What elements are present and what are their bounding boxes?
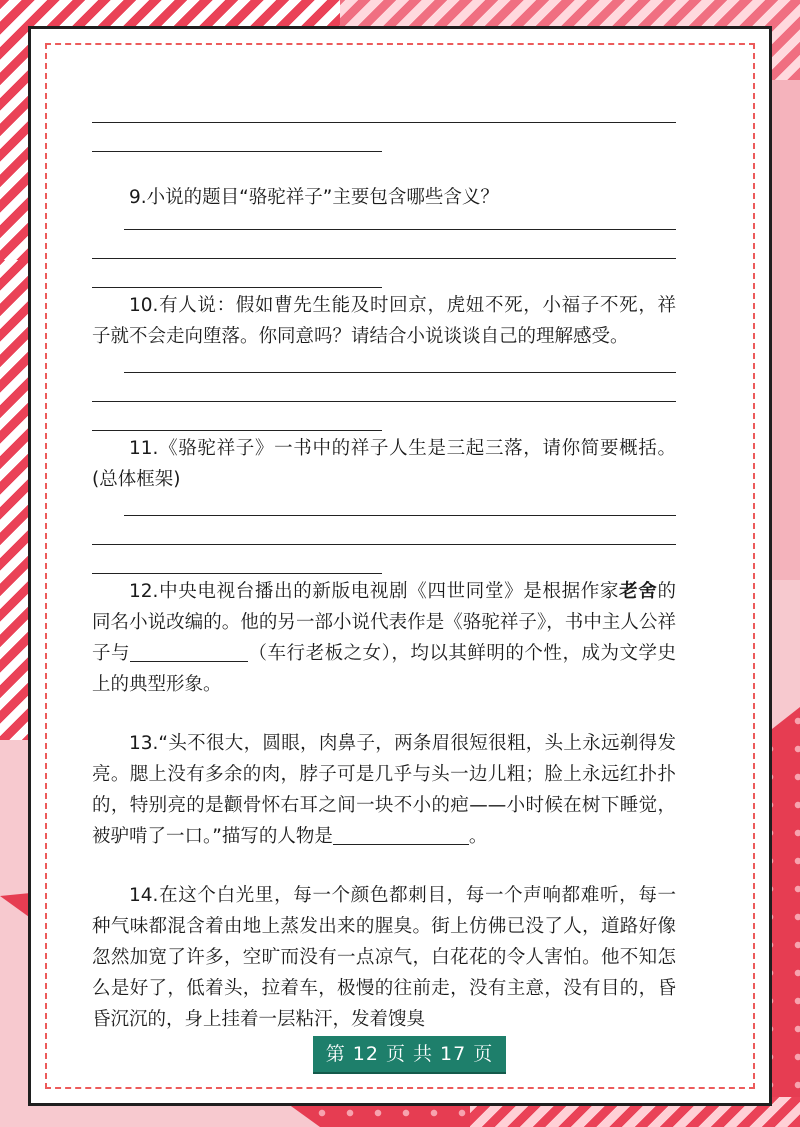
fill-in-blank[interactable]	[130, 643, 248, 663]
question-14: 14.在这个白光里，每一个颜色都刺目，每一个声响都难听，每一种气味都混含着由地上蒸发出来的腥臭。街上仿佛已没了人，道路好像忽然加宽了许多，空旷而没有一点凉气，白花花的令人害怕。他不知怎么是好了，低着头，拉着车，极慢的往前走，没有主意，没有目的，昏昏沉沉的，身上挂着一层粘汗，发着馊臭	[92, 885, 676, 1030]
question-10: 10.有人说：假如曹先生能及时回京，虎妞不死，小福子不死，祥子就不会走向堕落。你同意吗？请结合小说谈谈自己的理解感受。	[92, 295, 676, 347]
worksheet-content	[92, 92, 676, 1035]
question-13: 13.“头不很大，圆眼，肉鼻子，两条眉很短很粗，头上永远剃得发亮。腮上没有多余的肉，脖子可是几乎与头一边儿粗；脸上永远红扑扑的，特别亮的是颧骨怀右耳之间一块不小的疤——小时候在树下睡觉，被驴啃了一口。”描写的人物是 。	[92, 733, 676, 847]
question-12: 12.中央电视台播出的新版电视剧《四世同堂》是根据作家老舍的同名小说改编的。他的另一部小说代表作是《骆驼祥子》，书中主人公祥子与 （车行老板之女），均以其鲜明的个性，成为文学史上的典型形象。	[92, 581, 676, 695]
author-name: 老舍	[619, 581, 658, 602]
question-9: 9.小说的题目“骆驼祥子”主要包含哪些含义？	[129, 187, 499, 208]
question-11: 11.《骆驼祥子》一书中的祥子人生是三起三落，请你简要概括。(总体框架)	[92, 438, 676, 490]
fill-in-blank[interactable]	[333, 826, 469, 846]
page-number-badge: 第 12 页 共 17 页	[313, 1036, 506, 1072]
